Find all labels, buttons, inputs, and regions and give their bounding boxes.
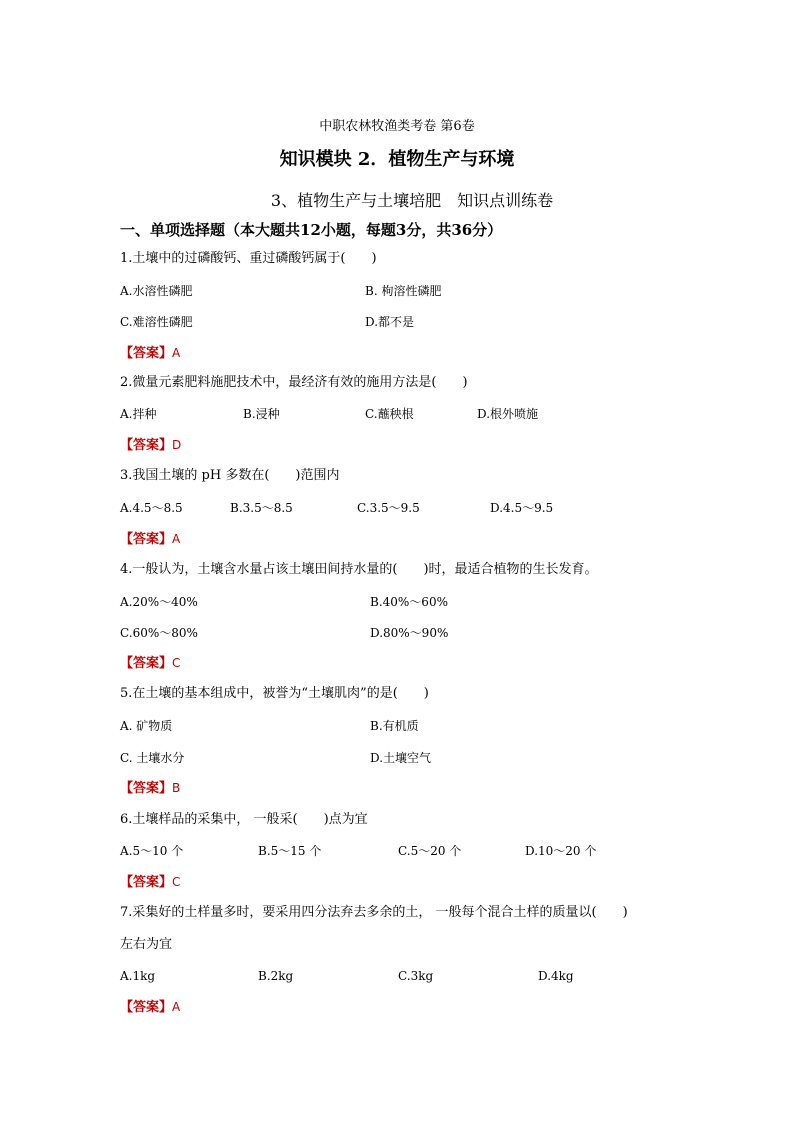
answer-value: D xyxy=(172,438,182,452)
answer-label: 【答案】 xyxy=(120,656,173,671)
question-stem: 6.土壤样品的采集中， 一般采( )点为宜 xyxy=(120,812,368,827)
option-b: B.浸种 xyxy=(243,407,280,421)
option-d: D.土壤空气 xyxy=(370,751,432,765)
answer-value: C xyxy=(172,875,181,889)
answer-value: A xyxy=(172,346,181,360)
answer-value: C xyxy=(172,656,181,670)
option-a: A.水溶性磷肥 xyxy=(120,284,193,298)
option-a: A.20%～40% xyxy=(120,595,198,609)
answer-line xyxy=(120,780,180,797)
question-stem: 4.一般认为，土壤含水量占该土壤田间持水量的( )时，最适合植物的生长发育。 xyxy=(120,562,598,577)
answer-label: 【答案】 xyxy=(120,438,173,453)
option-c: C. 土壤水分 xyxy=(120,751,185,765)
option-b: B.40%～60% xyxy=(370,595,448,609)
section-title: 一、单项选择题（本大题共12小题，每题3分，共36分） xyxy=(120,221,503,239)
answer-label: 【答案】 xyxy=(120,1000,173,1015)
answer-line xyxy=(120,531,180,548)
option-b: B. 枸溶性磷肥 xyxy=(365,284,442,298)
option-c: C.5～20 个 xyxy=(398,844,462,858)
answer-value: A xyxy=(172,1000,181,1014)
option-a: A. 矿物质 xyxy=(120,719,173,733)
option-d: D.根外喷施 xyxy=(477,407,539,421)
option-d: D.4kg xyxy=(538,969,574,983)
option-b: B.5～15 个 xyxy=(258,844,322,858)
question-stem: 3.我国土壤的 pH 多数在( )范围内 xyxy=(120,468,340,483)
option-c: C.60%～80% xyxy=(120,626,198,640)
answer-line xyxy=(120,655,180,672)
option-d: D.都不是 xyxy=(365,315,415,329)
question-stem: 5.在土壤的基本组成中，被誉为“土壤肌肉”的是( ) xyxy=(120,686,429,701)
option-a: A.5～10 个 xyxy=(120,844,184,858)
answer-value: A xyxy=(172,532,181,546)
answer-label: 【答案】 xyxy=(120,875,173,890)
answer-line xyxy=(120,345,180,362)
option-c: C.难溶性磷肥 xyxy=(120,315,193,329)
option-b: B.2kg xyxy=(258,969,294,983)
option-a: A.拌种 xyxy=(120,407,157,421)
option-a: A.1kg xyxy=(120,969,156,983)
answer-label: 【答案】 xyxy=(120,532,173,547)
answer-line xyxy=(120,437,181,454)
option-d: D.80%～90% xyxy=(370,626,449,640)
answer-label: 【答案】 xyxy=(120,781,173,796)
answer-line xyxy=(120,999,180,1016)
option-d: D.10～20 个 xyxy=(525,844,597,858)
option-c: C.3kg xyxy=(398,969,434,983)
chapter-title: 3、植物生产与土壤培肥 知识点训练卷 xyxy=(270,191,554,210)
answer-line xyxy=(120,874,180,891)
option-c: C.蘸秧根 xyxy=(365,407,414,421)
option-b: B.有机质 xyxy=(370,719,419,733)
answer-label: 【答案】 xyxy=(120,346,173,361)
option-c: C.3.5～9.5 xyxy=(357,501,420,515)
question-stem-continued: 左右为宜 xyxy=(120,937,173,952)
answer-value: B xyxy=(172,781,181,795)
question-stem: 2.微量元素肥料施肥技术中，最经济有效的施用方法是( ) xyxy=(120,375,468,390)
option-d: D.4.5～9.5 xyxy=(490,501,554,515)
question-stem: 1.土壤中的过磷酸钙、重过磷酸钙属于( ) xyxy=(120,251,377,266)
option-b: B.3.5～8.5 xyxy=(230,501,293,515)
question-stem: 7.采集好的土样量多时，要采用四分法弃去多余的土， 一般每个混合土样的质量以( ) xyxy=(120,905,628,920)
module-title: 知识模块 2．植物生产与环境 xyxy=(279,149,515,170)
exam-subtitle: 中职农林牧渔类考卷 第6卷 xyxy=(319,119,475,134)
option-a: A.4.5～8.5 xyxy=(120,501,183,515)
